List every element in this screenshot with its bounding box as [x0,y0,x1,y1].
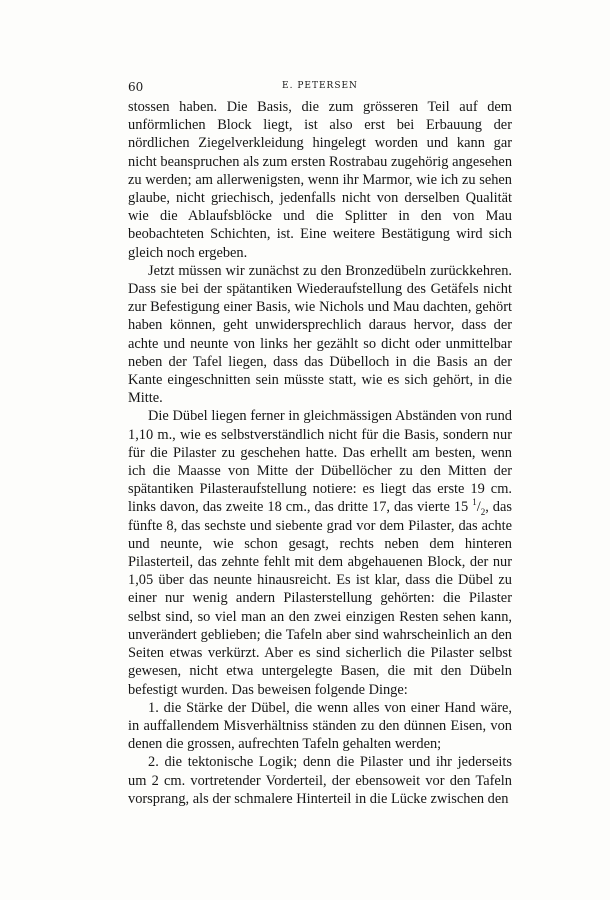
list-item-1: 1. die Stärke der Dübel, die wenn alles von einer Hand wäre, in auffallendem Misverhältniss ständen zu den dünnen Eisen, von denen die grossen, aufrechten Tafeln gehalten werden; [128,699,512,753]
page-header [128,80,512,96]
paragraph-continuation: stossen haben. Die Basis, die zum grösseren Teil auf dem unförmlichen Block liegt, ist also erst bei Erbauung der nördlichen Ziegelverkleidung hingelegt worden und kann gar nicht beanspruchen als zum ersten Rostrabau zugehörig angesehen zu werden; am allerwenigsten, wenn ihr Marmor, wie ich zu sehen glaube, nicht griechisch, jedenfalls nicht von derselben Qualität wie die Ablaufsblöcke und die Splitter in den von Mau beobachteten Schichten, ist. Eine weitere Bestätigung wird sich gleich noch ergeben. [128,99,513,261]
fraction-one-half: $^1/_2$ [472,497,486,518]
paragraph-dubel-abstaende [128,407,512,698]
paragraph-text-part: Die Dübel liegen ferner in gleichmässigen Abständen von rund 1,10 m., wie es selbstverständlich nicht für die Basis, sondern nur für die Pilaster zu geschehen hatte. Das erhellt am besten, wenn ich die Maasse von Mitte der Dübellöcher zu den Mitten der spätantiken Pilasteraufstellung notiere: es liegt das erste 19 cm. links davon, das zweite 18 cm., das dritte 17, das vierte 15 [128,408,512,516]
page-number: 60 [128,80,144,94]
running-head: E. PETERSEN [282,81,358,91]
list-item-2: 2. die tektonische Logik; denn die Pilaster und ihr jederseits um 2 cm. vortretender Vorderteil, der ebensoweit vor den Tafeln vorsprang, als der schmalere Hinterteil in die Lücke zwischen den [128,754,512,807]
fraction-numerator: 1 [472,497,477,508]
paragraph-bronzedubel: Jetzt müssen wir zunächst zu den Bronzedübeln zurückkehren. Dass sie bei der spätantiken Wiederaufstellung des Getäfels nicht zur Befestigung einer Basis, wie Nichols und Mau dachten, gehört haben können, geht unwidersprechlich daraus hervor, dass der achte und neunte von links her gezählt so dicht oder unmittelbar neben der Tafel liegen, dass das Dübelloch in die Basis an der Kante eingeschnitten sein müsste statt, wie es sich gehört, in die Mitte. [128,262,512,407]
fraction-denominator: 2 [480,507,486,518]
paragraph-text-part: , das fünfte 8, das sechste und siebente grad vor dem Pilaster, das achte und neunte, wie schon gesagt, rechts neben dem hinteren Pilasterteil, das zehnte fehlt mit dem abgehauenen Block, der nur 1,05 über das neunte hinausreicht. Es ist klar, dass die Dübel zu einer nur wenig andern Pilasterstellung gehörten: die Pilaster selbst sind, so viel man an den zwei einzigen Resten sehen kann, unverändert geblieben; die Tafeln aber sind wahrscheinlich an den Seiten etwas verkürzt. Aber es sind sicherlich die Pilaster selbst gewesen, nicht etwa untergelegte Basen, die mit den Dübeln befestigt wurden. Das beweisen folgende Dinge: [128,499,512,698]
body-text [128,98,512,808]
